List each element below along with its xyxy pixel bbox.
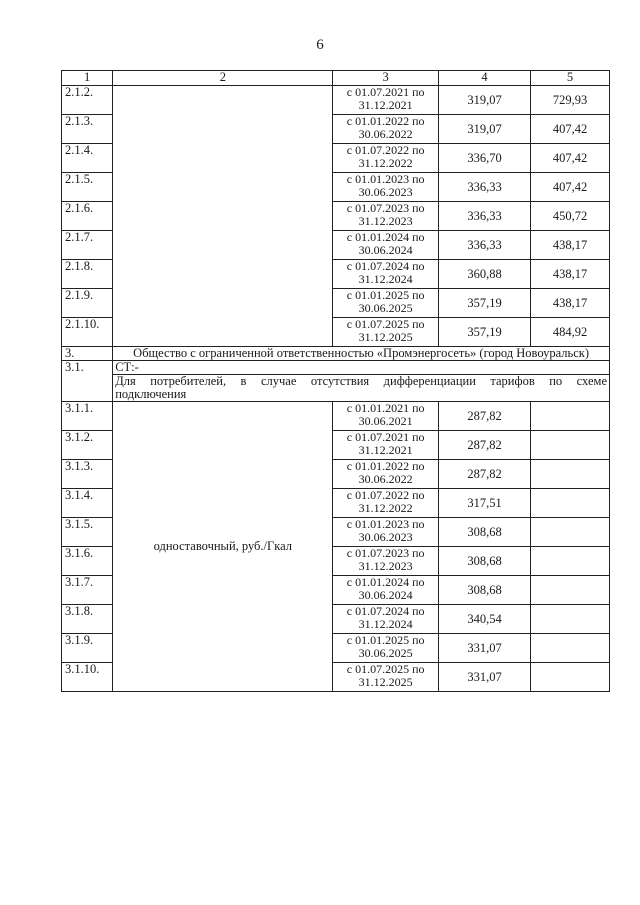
period-cell: с 01.01.2025 по 30.06.2025	[333, 289, 439, 318]
value-col-4: 336,33	[438, 231, 530, 260]
period-cell: с 01.07.2021 по 31.12.2021	[333, 431, 439, 460]
value-col-4: 336,70	[438, 144, 530, 173]
period-cell: с 01.07.2025 по 31.12.2025	[333, 663, 439, 692]
value-col-5: 450,72	[531, 202, 610, 231]
period-cell: с 01.01.2024 по 30.06.2024	[333, 231, 439, 260]
value-col-4: 317,51	[438, 489, 530, 518]
value-col-5	[531, 402, 610, 431]
period-cell: с 01.07.2024 по 31.12.2024	[333, 605, 439, 634]
header-col-5: 5	[531, 71, 610, 86]
value-col-4: 287,82	[438, 402, 530, 431]
row-code: 3.1.4.	[62, 489, 113, 518]
value-col-4: 308,68	[438, 576, 530, 605]
row-code: 3.1.7.	[62, 576, 113, 605]
value-col-5: 407,42	[531, 144, 610, 173]
consumers-note: Для потребителей, в случае отсутствия дифференциации тарифов по схеме подключения	[113, 375, 610, 402]
value-col-4: 308,68	[438, 547, 530, 576]
subsection-row	[62, 361, 610, 375]
row-code: 3.	[62, 347, 113, 361]
period-cell: с 01.01.2025 по 30.06.2025	[333, 634, 439, 663]
period-cell: с 01.01.2023 по 30.06.2023	[333, 518, 439, 547]
value-col-4: 308,68	[438, 518, 530, 547]
header-col-3: 3	[333, 71, 439, 86]
row-code: 2.1.5.	[62, 173, 113, 202]
period-cell: с 01.07.2021 по 31.12.2021	[333, 86, 439, 115]
row-code: 3.1.	[62, 361, 113, 402]
row-code: 2.1.9.	[62, 289, 113, 318]
value-col-5: 484,92	[531, 318, 610, 347]
table-row	[62, 402, 610, 431]
value-col-4: 331,07	[438, 663, 530, 692]
tariff-table-body	[62, 71, 610, 692]
value-col-5	[531, 489, 610, 518]
row-code: 2.1.2.	[62, 86, 113, 115]
value-col-5: 438,17	[531, 289, 610, 318]
row-code: 2.1.7.	[62, 231, 113, 260]
row-code: 2.1.4.	[62, 144, 113, 173]
rate-label: одноставочный, руб./Гкал	[113, 402, 333, 692]
row-code: 2.1.3.	[62, 115, 113, 144]
period-cell: с 01.07.2023 по 31.12.2023	[333, 202, 439, 231]
row-code: 3.1.2.	[62, 431, 113, 460]
row-code: 3.1.8.	[62, 605, 113, 634]
value-col-5	[531, 605, 610, 634]
value-col-4: 319,07	[438, 86, 530, 115]
value-col-5	[531, 634, 610, 663]
page-number: 6	[316, 37, 324, 53]
row-code: 3.1.10.	[62, 663, 113, 692]
value-col-5: 729,93	[531, 86, 610, 115]
value-col-4: 360,88	[438, 260, 530, 289]
row-code: 3.1.5.	[62, 518, 113, 547]
value-col-4: 357,19	[438, 318, 530, 347]
header-col-4: 4	[438, 71, 530, 86]
rate-description-cell	[113, 86, 333, 347]
value-col-5	[531, 460, 610, 489]
period-cell: с 01.01.2021 по 30.06.2021	[333, 402, 439, 431]
row-code: 3.1.1.	[62, 402, 113, 431]
value-col-4: 357,19	[438, 289, 530, 318]
period-cell: с 01.01.2024 по 30.06.2024	[333, 576, 439, 605]
tariff-table	[61, 70, 610, 692]
period-cell: с 01.01.2022 по 30.06.2022	[333, 115, 439, 144]
period-cell: с 01.07.2024 по 31.12.2024	[333, 260, 439, 289]
header-col-2: 2	[113, 71, 333, 86]
value-col-4: 336,33	[438, 173, 530, 202]
period-cell: с 01.07.2025 по 31.12.2025	[333, 318, 439, 347]
value-col-4: 287,82	[438, 460, 530, 489]
header-col-1: 1	[62, 71, 113, 86]
value-col-5	[531, 518, 610, 547]
row-code: 2.1.6.	[62, 202, 113, 231]
value-col-4: 287,82	[438, 431, 530, 460]
row-code: 2.1.10.	[62, 318, 113, 347]
row-code: 3.1.9.	[62, 634, 113, 663]
period-cell: с 01.07.2022 по 31.12.2022	[333, 489, 439, 518]
value-col-5	[531, 431, 610, 460]
value-col-5	[531, 547, 610, 576]
org-row	[62, 347, 610, 361]
value-col-5: 438,17	[531, 260, 610, 289]
value-col-4: 340,54	[438, 605, 530, 634]
row-code: 3.1.6.	[62, 547, 113, 576]
value-col-4: 319,07	[438, 115, 530, 144]
consumers-note-row	[62, 375, 610, 402]
value-col-5	[531, 663, 610, 692]
period-cell: с 01.07.2023 по 31.12.2023	[333, 547, 439, 576]
period-cell: с 01.07.2022 по 31.12.2022	[333, 144, 439, 173]
row-code: 2.1.8.	[62, 260, 113, 289]
row-code: 3.1.3.	[62, 460, 113, 489]
header-row	[62, 71, 610, 86]
value-col-5	[531, 576, 610, 605]
value-col-5: 438,17	[531, 231, 610, 260]
value-col-5: 407,42	[531, 173, 610, 202]
subsection-label: СТ:-	[113, 361, 610, 375]
period-cell: с 01.01.2022 по 30.06.2022	[333, 460, 439, 489]
value-col-4: 336,33	[438, 202, 530, 231]
table-row	[62, 86, 610, 115]
org-name: Общество с ограниченной ответственностью «Промэнергосеть» (город Новоуральск)	[113, 347, 610, 361]
period-cell: с 01.01.2023 по 30.06.2023	[333, 173, 439, 202]
value-col-4: 331,07	[438, 634, 530, 663]
value-col-5: 407,42	[531, 115, 610, 144]
